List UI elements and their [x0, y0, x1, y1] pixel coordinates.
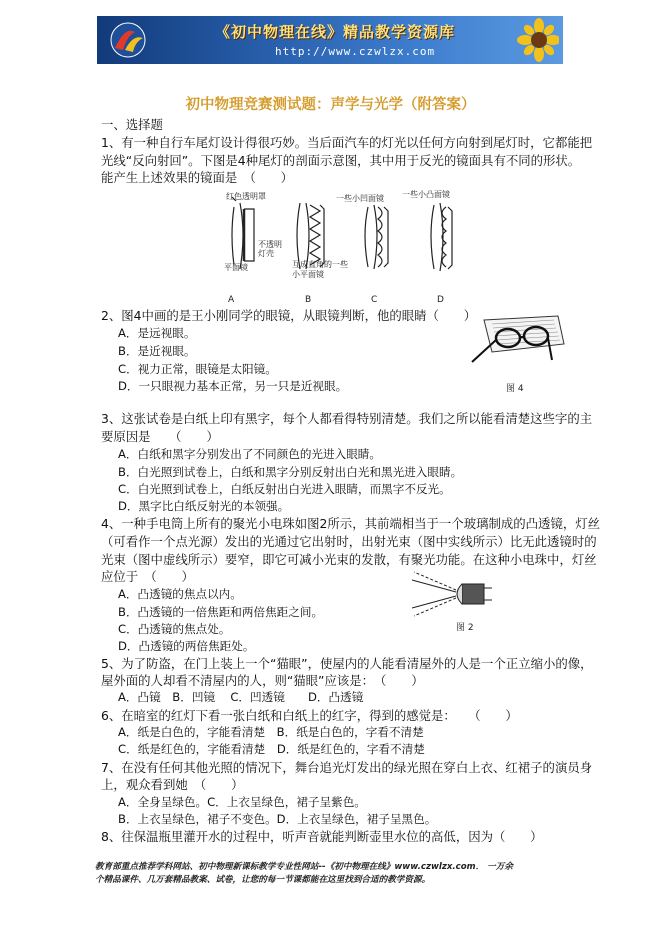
- q4-option-b: B．凸透镜的一倍焦距和两倍焦距之间。: [118, 605, 324, 619]
- q2-option-c: C．视力正常，眼镜是太阳镜。: [118, 362, 277, 376]
- q8-line-1: 8、往保温瓶里灌开水的过程中，听声音就能判断壶里水位的高低，因为（ ）: [101, 829, 543, 844]
- q6-line-1: 6、在暗室的红灯下看一张白纸和白纸上的红字，得到的感觉是： （ ）: [101, 708, 518, 723]
- q3-option-d: D．黑字比白纸反射光的本领强。: [118, 499, 290, 513]
- bulb-figure: [408, 570, 518, 618]
- fig-label-opaque-cover: 不透明灯壳: [258, 240, 282, 258]
- q4-line-2: （可看作一个点光源）发出的光通过它出射时，出射光束（图中实线所示）比无此透镜时的: [101, 534, 597, 549]
- tail-light-drawings: [220, 195, 470, 285]
- q5-line-1: 5、为了防盗，在门上装上一个“猫眼”，使屋内的人能看清屋外的人是一个正立缩小的像，: [101, 656, 593, 671]
- sunflower-icon: [501, 18, 559, 62]
- q4-line-1: 4、一种手电筒上所有的聚光小电珠如图2所示，其前端相当于一个玻璃制成的凸透镜，灯丝: [101, 516, 601, 531]
- q3-line-2: 要原因是 （ ）: [101, 429, 219, 444]
- q3-option-b: B．白光照到试卷上，白纸和黑字分别反射出白光和黑光进入眼睛。: [118, 465, 463, 479]
- q2-option-b: B．是近视眼。: [118, 344, 196, 358]
- q1-line-2: 光线“反向射回”。下图是4种尾灯的剖面示意图，其中用于反光的镜面具有不同的形状。: [101, 153, 581, 168]
- fig-label-convex: 一些小凸面镜: [402, 190, 450, 199]
- site-logo-icon: [105, 20, 151, 60]
- banner-title: 《初中物理在线》精品教学资源库: [215, 23, 456, 41]
- q5-options: A．凸镜 B．凹镜 C．凹透镜 D．凸透镜: [118, 690, 364, 704]
- q7-options-1: A．全身呈绿色。C．上衣呈绿色，裙子呈紫色。: [118, 795, 366, 809]
- fig-label-small-flat-mirrors: 互成直角的一些小平面镜: [292, 260, 348, 279]
- q2-line-1: 2、图4中画的是王小刚同学的眼镜，从眼镜判断，他的眼睛（ ）: [101, 308, 477, 323]
- document-title: 初中物理竞赛测试题：声学与光学（附答案）: [185, 97, 476, 113]
- q7-options-2: B．上衣呈绿色，裙子不变色。D．上衣呈绿色，裙子呈黑色。: [118, 812, 437, 826]
- q4-line-3: 光束（图中虚线所示）要窄，即它可减小光束的发散，有聚光功能。在这种小电珠中，灯丝: [101, 552, 597, 567]
- q3-option-c: C．白光照到试卷上，白纸反射出白光进入眼睛，而黑字不反光。: [118, 482, 451, 496]
- q2-option-a: A．是远视眼。: [118, 326, 196, 340]
- q4-option-d: D．凸透镜的两倍焦距处。: [118, 639, 255, 653]
- q6-options-1: A．纸是白色的，字能看清楚 B．纸是白色的，字看不清楚: [118, 725, 424, 739]
- q4-line-4: 应位于 （ ）: [101, 569, 194, 584]
- fig2-caption: 图 2: [456, 623, 474, 633]
- q6-options-2: C．纸是红色的，字能看清楚 D．纸是红色的，字看不清楚: [118, 742, 425, 756]
- footer-line-1: 教育部重点推荐学科网站、初中物理新课标教学专业性网站--《初中物理在线》www.czwlzx.com． 一万余: [95, 862, 513, 872]
- fig-label-red-glass: 红色透明罩: [226, 192, 266, 201]
- fig-label-concave: 一些小凹面镜: [336, 194, 384, 203]
- q7-line-1: 7、在没有任何其他光照的情况下，舞台追光灯发出的绿光照在穿白上衣、红裙子的演员身: [101, 760, 593, 775]
- site-banner: [97, 16, 563, 64]
- page-footer: [95, 861, 615, 887]
- q3-line-1: 3、这张试卷是白纸上印有黑字，每个人都看得特别清楚。我们之所以能看清楚这些字的主: [101, 411, 593, 426]
- q1-line-3: 能产生上述效果的镜面是 （ ）: [101, 170, 294, 185]
- fig-letter-c: C: [371, 295, 378, 305]
- fig-letter-b: B: [305, 295, 312, 305]
- fig-letter-a: A: [228, 295, 235, 305]
- q5-line-2: 屋外面的人却看不清屋内的人，则“猫眼”应该是： （ ）: [101, 673, 424, 688]
- footer-line-2: 个精品课件、几万套精品教案、试卷，让您的每一节课都能在这里找到合适的教学资源。: [95, 875, 431, 885]
- fig-label-flat-mirror: 平面镜: [224, 263, 248, 272]
- fig-letter-d: D: [437, 295, 444, 305]
- section-heading: 一、选择题: [101, 117, 163, 132]
- banner-url[interactable]: http://www.czwlzx.com: [275, 45, 436, 58]
- q3-option-a: A．白纸和黑字分别发出了不同颜色的光进入眼睛。: [118, 447, 381, 461]
- q4-option-a: A．凸透镜的焦点以内。: [118, 587, 242, 601]
- fig4-caption: 图 4: [506, 384, 524, 394]
- q2-option-d: D．一只眼视力基本正常，另一只是近视眼。: [118, 379, 348, 393]
- q4-option-c: C．凸透镜的焦点处。: [118, 622, 231, 636]
- q7-line-2: 上，观众看到她 （ ）: [101, 777, 244, 792]
- q1-line-1: 1、有一种自行车尾灯设计得很巧妙。当后面汽车的灯光以任何方向射到尾灯时，它都能把: [101, 135, 593, 150]
- glasses-figure: [466, 310, 566, 380]
